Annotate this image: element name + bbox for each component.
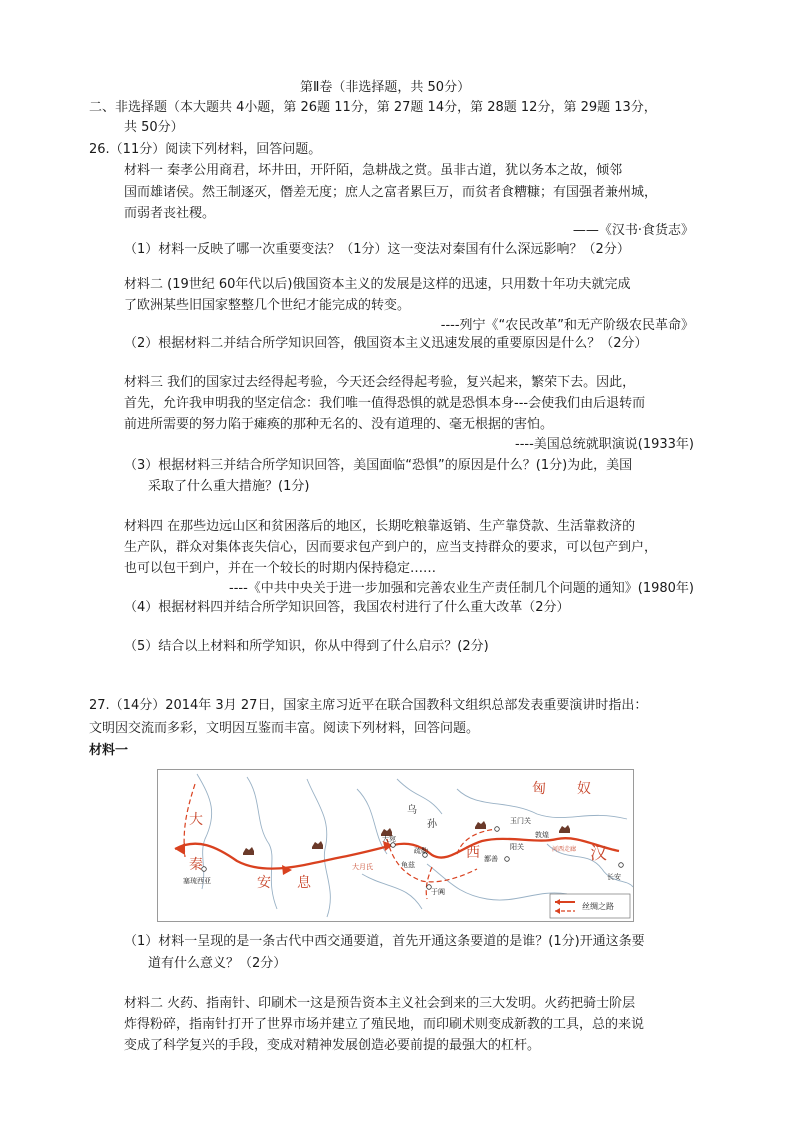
map-label-hexi: 河西走廊: [552, 846, 577, 853]
q26-question3-line1: （3）根据材料三并结合所学知识回答，美国面临“恐惧”的原因是什么？(1分)为此，美国: [124, 458, 633, 473]
q26-material1-line2: 国而雄诸侯。然王制逐灭，僭差无度；庶人之富者累巨万，而贫者食糟糠；有国强者兼州城，: [124, 185, 658, 200]
q26-material4-source: ----《中共中央关于进一步加强和完善农业生产责任制几个问题的通知》(1980年): [229, 581, 694, 596]
q26-material1-source: ——《汉书·食货志》: [572, 223, 694, 238]
map-label-yuezhi: 大月氏: [352, 863, 373, 871]
q26-material2-source: ----列宁《“农民改革”和无产阶级农民革命》: [440, 318, 694, 333]
q26-material3-line2: 首先，允许我申明我的坚定信念：我们唯一值得恐惧的就是恐惧本身---会使我们由后退转而: [124, 396, 646, 411]
q27-material2-line1: 材料二 火药、指南针、印刷术一这是预告资本主义社会到来的三大发明。火药把骑士阶层: [124, 996, 636, 1011]
section-title: 第Ⅱ卷（非选择题，共 50分）: [300, 80, 471, 95]
q27-question1-line2: 道有什么意义？（2分）: [148, 956, 287, 971]
q27-material2-line3: 变成了科学复兴的手段，变成对精神发展创造必要前提的最强大的杠杆。: [124, 1038, 541, 1053]
q26-question3-line2: 采取了什么重大措施？(1分): [148, 479, 310, 494]
q26-material3-source: ----美国总统就职演说(1933年): [515, 437, 694, 452]
q26-material2-line1: 材料二 (19世纪 60年代以后)俄国资本主义的发展是这样的迅速，只用数十年功夫就完成: [124, 277, 631, 292]
q27-header-line2: 文明因交流而多彩，文明因互鉴而丰富。阅读下列材料，回答问题。: [89, 721, 480, 736]
map-label-yangguan: 阳关: [510, 843, 524, 851]
map-label-shanshan: 鄯善: [484, 855, 498, 863]
part2-instructions-line2: 共 50分）: [124, 120, 184, 135]
map-label-yumen: 玉门关: [510, 817, 531, 825]
map-label-seleucia: 塞琉西亚: [183, 877, 211, 885]
q26-material3-line3: 前进所需要的努力陷于瘫痪的那种无名的、没有道理的、毫无根据的害怕。: [124, 417, 554, 432]
map-label-changan: 长安: [607, 873, 621, 881]
q27-question1-line1: （1）材料一呈现的是一条古代中西交通要道，首先开通这条要道的是谁？(1分)开通这条要: [124, 934, 645, 949]
q27-header-line1: 27.（14分）2014年 3月 27日，国家主席习近平在联合国教科文组织总部发表重要演讲时指出：: [89, 698, 648, 713]
q26-material4-line2: 生产队，群众对集体丧失信心，因而要求包产到户的，应当支持群众的要求，可以包产到户，: [124, 540, 658, 555]
silk-road-map: [157, 769, 634, 922]
map-label-sun: 孙: [427, 819, 437, 830]
map-label-qin: 秦: [189, 857, 203, 873]
map-label-xiongnu-1: 匈: [532, 781, 546, 797]
q26-material3-line1: 材料三 我们的国家过去经得起考验，今天还会经得起考验，复兴起来，繁荣下去。因此，: [124, 375, 636, 390]
q26-question5: （5）结合以上材料和所学知识，你从中得到了什么启示？(2分): [124, 639, 489, 654]
q27-material1-title: 材料一: [89, 743, 129, 758]
q26-material4-line1: 材料四 在那些边远山区和贫困落后的地区，长期吃粮靠返销、生产靠贷款、生活靠救济的: [124, 519, 636, 534]
part2-instructions-line1: 二、非选择题（本大题共 4小题，第 26题 11分，第 27题 14分，第 28题 12分，第 29题 13分，: [89, 100, 657, 115]
map-label-dayuan: 大宛: [382, 835, 396, 843]
map-label-han: 汉: [590, 844, 607, 864]
map-label-yutian: 于阗: [431, 888, 445, 896]
map-legend: [550, 894, 630, 918]
map-label-dunhuang: 敦煌: [535, 831, 549, 839]
map-label-da: 大: [189, 812, 203, 828]
q26-header: 26.（11分）阅读下列材料，回答问题。: [89, 142, 322, 157]
map-label-wu: 乌: [407, 805, 417, 816]
map-label-xiongnu-2: 奴: [577, 781, 591, 797]
q26-material1-line1: 材料一 秦孝公用商君，坏井田，开阡陌，急耕战之赏。虽非古道，犹以务本之故，倾邻: [124, 163, 623, 178]
map-label-anxi-2: 息: [297, 875, 311, 891]
map-legend-label: 丝绸之路: [582, 902, 614, 911]
map-label-anxi-1: 安: [257, 875, 271, 891]
q26-material4-line3: 也可以包干到户，并在一个较长的时期内保持稳定……: [124, 561, 437, 576]
q27-material2-line2: 炸得粉碎，指南针打开了世界市场并建立了殖民地，而印刷术则变成新教的工具，总的来说: [124, 1017, 645, 1032]
q26-question2: （2）根据材料二并结合所学知识回答，俄国资本主义迅速发展的重要原因是什么？（2分）: [124, 336, 648, 351]
map-label-qiuci: 龟兹: [401, 861, 415, 869]
q26-material1-line3: 而弱者丧社稷。: [124, 206, 216, 221]
map-label-shule: 疏勒: [414, 847, 428, 855]
q26-question1: （1）材料一反映了哪一次重要变法？（1分）这一变法对秦国有什么深远影响？（2分）: [124, 242, 630, 257]
q26-material2-line2: 了欧洲某些旧国家整整几个世纪才能完成的转变。: [124, 298, 411, 313]
map-label-xi: 西: [466, 845, 480, 861]
q26-question4: （4）根据材料四并结合所学知识回答，我国农村进行了什么重大改革（2分）: [124, 600, 570, 615]
